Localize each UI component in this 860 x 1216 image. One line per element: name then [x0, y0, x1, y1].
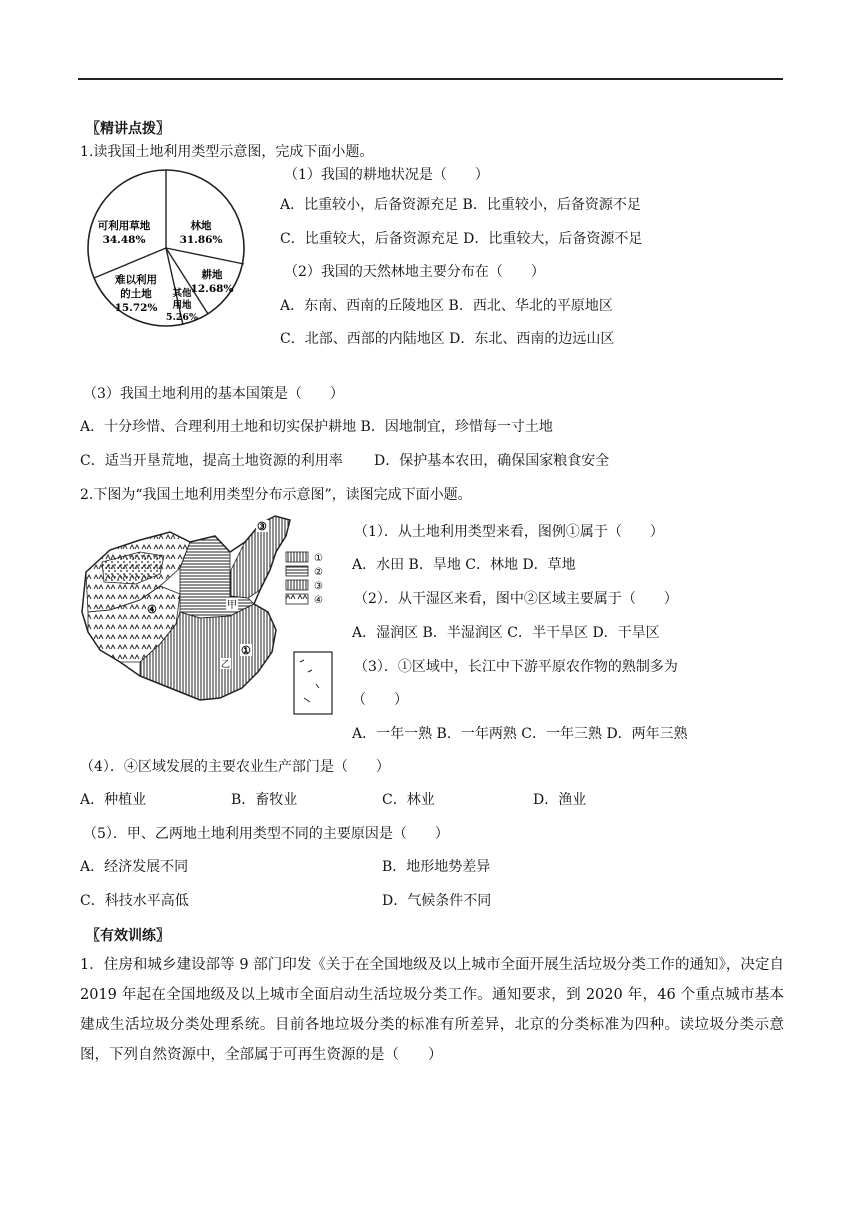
- south-sea-inset: [294, 652, 332, 714]
- slice-value: 5.26%: [165, 312, 199, 323]
- map-label-yi: 乙: [221, 660, 231, 670]
- q2-sub5-stem: （5）．甲、乙两地土地利用类型不同的主要原因是（ ）: [83, 826, 449, 842]
- q1-sub1-options-ab: A．比重较小，后备资源充足 B．比重较小，后备资源不足: [280, 197, 641, 213]
- q2-sub5-option-c: C．科技水平高低: [80, 893, 189, 909]
- q2-sub5-option-d: D．气候条件不同: [382, 893, 492, 909]
- slice-label: 难以利用: [115, 274, 157, 286]
- slice-label: 其他: [172, 288, 192, 299]
- slice-label: 用地: [172, 300, 192, 311]
- q1-sub1-options-cd: C．比重较大，后备资源充足 D．比重较大，后备资源不足: [280, 231, 643, 247]
- legend-swatch-1: [286, 552, 308, 562]
- q2-sub3-stem-line2: （ ）: [352, 692, 408, 708]
- legend-label-4: ④: [314, 595, 323, 606]
- q2-sub4-stem: （4）．④区域发展的主要农业生产部门是（ ）: [80, 759, 390, 775]
- slice-label: 林地: [190, 220, 212, 232]
- map-label-jia: 甲: [227, 600, 237, 611]
- q2-sub2-options: A．湿润区 B．半湿润区 C．半干旱区 D．干旱区: [352, 625, 660, 641]
- slice-value: 12.68%: [190, 283, 234, 295]
- q3-paragraph: 1．住房和城乡建设部等 9 部门印发《关于在全国地级及以上城市全面开展生活垃圾分类工作的通知》，决定自 2019 年起在全国地级及以上城市全面启动生活垃圾分类工作。通知要求，到 2020 年，46 个重点城市基本建成生活垃圾分类处理系统。目前各地垃圾分类的标准有所差异，北京的分类标准为四种。读垃圾分类示意图，下列自然资源中，全部属于可再生资源的是（ ）: [80, 957, 784, 1063]
- legend-swatch-2: [286, 566, 308, 576]
- q1-sub3-option-d: D．保护基本农田，确保国家粮食安全: [374, 453, 610, 469]
- legend-label-3: ③: [314, 581, 323, 592]
- slice-label: 的土地: [120, 288, 152, 300]
- section-header-jingjiang: 〖精讲点拨〗: [86, 121, 170, 137]
- q2-sub5-option-a: A．经济发展不同: [80, 859, 189, 875]
- q2-sub4-option-a: A．种植业: [80, 792, 147, 808]
- slice-value: 15.72%: [114, 302, 158, 314]
- q2-sub4-option-b: B．畜牧业: [231, 792, 298, 808]
- section-header-youxiao: 〖有效训练〗: [86, 928, 170, 944]
- q2-sub3-stem-line1: （3）．①区域中，长江中下游平原农作物的熟制多为: [354, 659, 678, 675]
- q2-sub4-option-d: D．渔业: [533, 792, 587, 808]
- legend-swatch-4: [286, 594, 308, 604]
- slice-value: 34.48%: [102, 234, 146, 246]
- q1-sub3-option-c: C．适当开垦荒地，提高土地资源的利用率: [80, 453, 343, 469]
- q2-stem: 2.下图为“我国土地利用类型分布示意图”，读图完成下面小题。: [80, 487, 472, 503]
- q1-sub2-options-cd: C．北部、西部的内陆地区 D．东北、西南的边远山区: [280, 331, 615, 347]
- q1-sub2-stem: （2）我国的天然林地主要分布在（ ）: [284, 264, 545, 280]
- slice-label: 可利用草地: [97, 220, 151, 232]
- slice-label: 耕地: [201, 269, 223, 281]
- q1-sub3-options-ab: A．十分珍惜、合理利用土地和切实保护耕地 B．因地制宜，珍惜每一寸土地: [80, 419, 553, 435]
- q2-sub5-option-b: B．地形地势差异: [382, 859, 491, 875]
- q1-sub1-stem: （1）我国的耕地状况是（ ）: [284, 167, 489, 183]
- q2-sub2-stem: （2）．从干湿区来看，图中②区域主要属于（ ）: [354, 591, 678, 607]
- header-rule: [78, 78, 783, 80]
- land-use-pie-chart: [84, 163, 254, 333]
- q2-sub1-options: A．水田 B．旱地 C．林地 D．草地: [352, 557, 576, 573]
- q1-sub2-options-ab: A．东南、西南的丘陵地区 B．西北、华北的平原地区: [280, 298, 613, 314]
- q2-sub3-options: A．一年一熟 B．一年两熟 C．一年三熟 D．两年三熟: [352, 726, 688, 742]
- map-mark-4: ④: [147, 603, 157, 616]
- legend-swatch-3: [286, 580, 308, 590]
- slice-value: 31.86%: [179, 234, 223, 246]
- q1-sub3-stem: （3）我国土地利用的基本国策是（ ）: [83, 386, 344, 402]
- q1-stem: 1.读我国土地利用类型示意图，完成下面小题。: [80, 144, 374, 160]
- map-mark-1: ①: [241, 644, 251, 657]
- q2-sub1-stem: （1）．从土地利用类型来看，图例①属于（ ）: [354, 524, 664, 540]
- china-land-use-map: [80, 512, 342, 718]
- legend-label-1: ①: [314, 553, 323, 564]
- map-mark-3: ③: [257, 520, 267, 533]
- q2-sub4-option-c: C．林业: [382, 792, 435, 808]
- legend-label-2: ②: [314, 567, 323, 578]
